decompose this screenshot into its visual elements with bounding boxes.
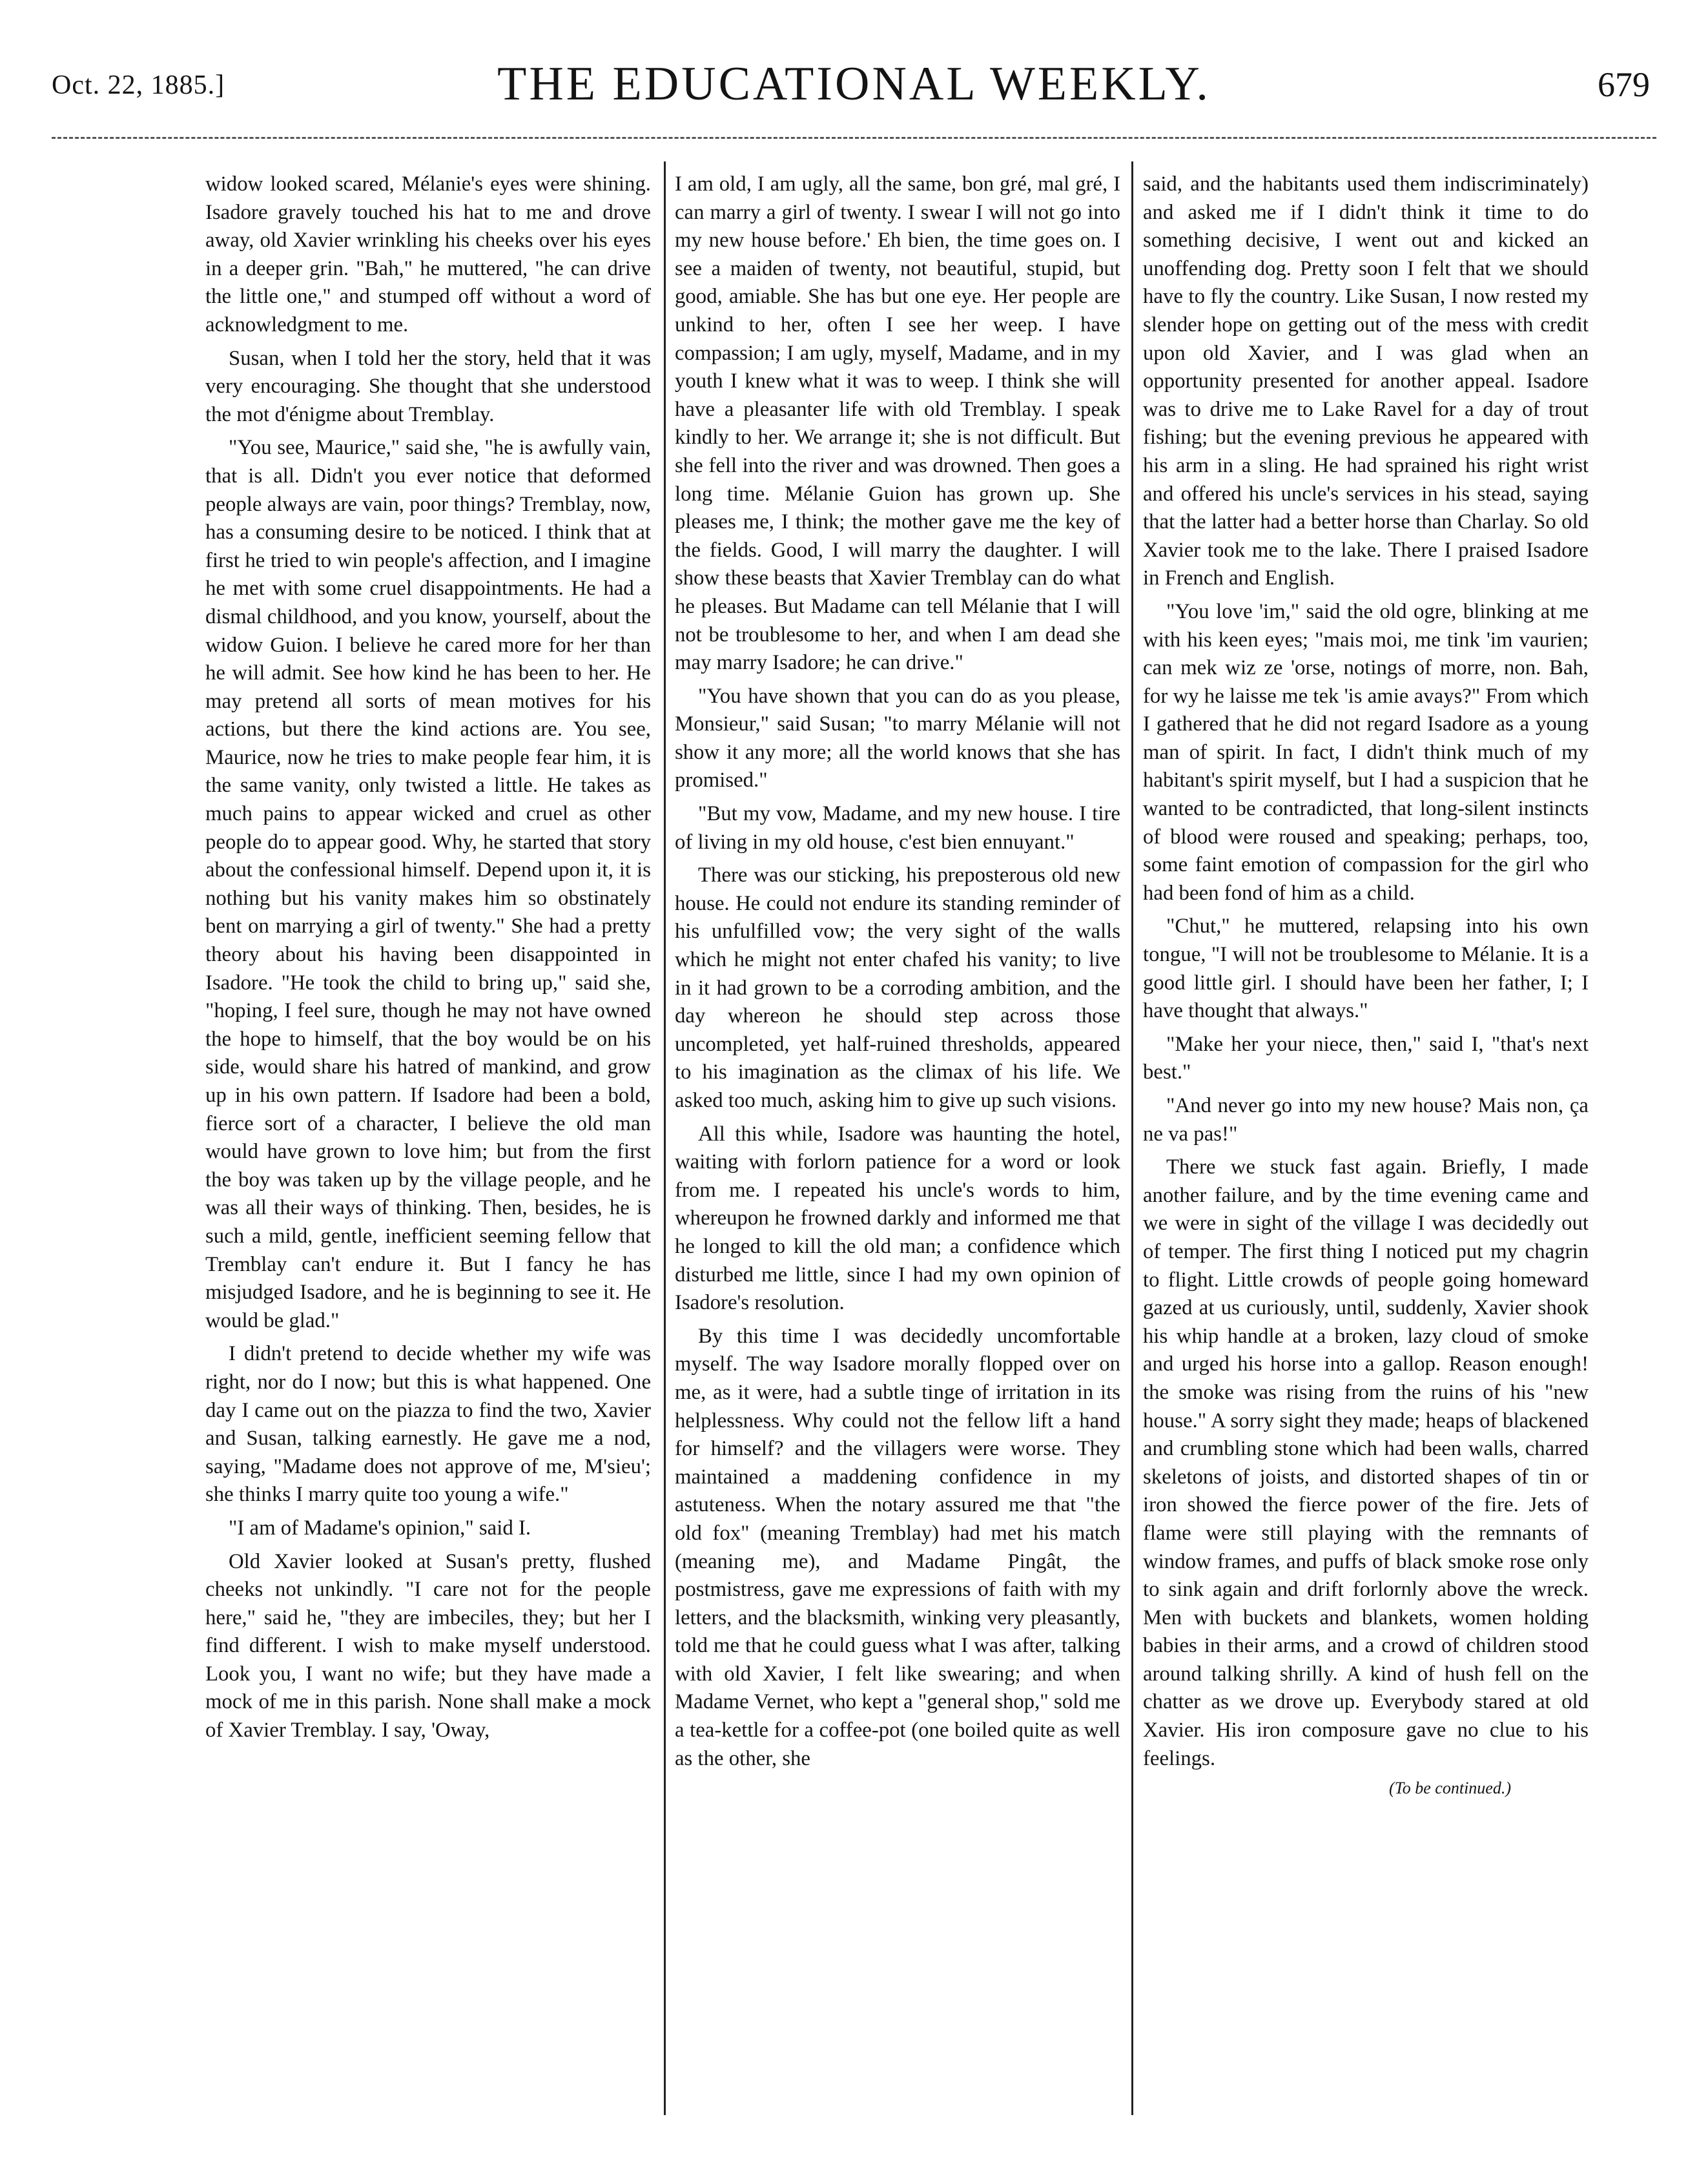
paragraph: said, and the habitants used them indiscriminately) and asked me if I didn't think it time to do something decisive, I went out and kicked an unoffending dog. Pretty soon I felt that we should have to fly the country. Like Susan, I now rested my slender hope on getting out of the mess with credit upon old Xavier, and I was glad when an opportunity presented for another appeal. Isadore was to drive me to Lake Ravel for a day of trout fishing; but the evening previous he appeared with his arm in a sling. He had sprained his right wrist and offered his uncle's services in his stead, saying that the latter had a better horse than Charlay. So old Xavier took me to the lake. There I praised Isadore in French and English. [1143,172,1589,590]
header-rule [52,137,1656,139]
paragraph: "You have shown that you can do as you please, Monsieur," said Susan; "to marry Mélanie will not show it any more; all the world knows that she has promised." [675,684,1120,792]
paragraph: There was our sticking, his preposterous old new house. He could not endure its standing reminder of his unfulfilled vow; the very sight of the walls which he might not enter chafed his vanity; to live in it had grown to be a corroding ambition, and the day whereon he should step across those uncompleted, yet half-ruined thresholds, appeared to his imagination as the climax of his life. We asked too much, asking him to give up such visions. [675,863,1120,1112]
paragraph: "Chut," he muttered, relapsing into his own tongue, "I will not be troublesome to Mélanie. It is a good little girl. I should have been her father, I; I have thought that always." [1143,914,1589,1023]
paragraph: I didn't pretend to decide whether my wife was right, nor do I now; but this is what happened. One day I came out on the piazza to find the two, Xavier and Susan, talking earnestly. He gave me a nod, saying, "Madame does not approve of me, M'sieu'; she thinks I marry quite too young a wife." [205,1342,651,1507]
paragraph: There we stuck fast again. Briefly, I made another failure, and by the time evening came and we were in sight of the village I was decidedly out of temper. The first thing I noticed put my chagrin to flight. Little crowds of people going homeward gazed at us curiously, until, suddenly, Xavier shook his whip handle at a broken, lazy cloud of smoke and urged his horse into a gallop. Reason enough! the smoke was rising from the ruins of his "new house." A sorry sight they made; heaps of blackened and crumbling stone which had been walls, charred skeletons of joists, and distorted shapes of tin or iron showed the fierce power of the fire. Jets of flame were still playing with the remnants of window frames, and puffs of black smoke rose only to sink again and drift forlornly above the wreck. Men with buckets and blankets, women holding babies in their arms, and a crowd of children stood around talking shrilly. A kind of hush fell on the chatter as we drove up. Everybody stared at old Xavier. His iron composure gave no clue to his feelings. [1143,1155,1589,1770]
paragraph: I am old, I am ugly, all the same, bon gré, mal gré, I can marry a girl of twenty. I swear I will not go into my new house before.' Eh bien, the time goes on. I see a maiden of twenty, not beautiful, stupid, but good, amiable. She has but one eye. Her people are unkind to her, often I see her weep. I have compassion; I am ugly, myself, Madame, and in my youth I knew what it was to weep. I think she will have a pleasanter life with old Tremblay. I speak kindly to her. We arrange it; she is not difficult. But she fell into the river and was drowned. Then goes a long time. Mélanie Guion has grown up. She pleases me, I think; the mother gave me the key of the fields. Good, I will marry the daughter. I will show these beasts that Xavier Tremblay can do what he pleases. But Madame can tell Mélanie that I will not be troublesome to her, and when I am dead she may marry Isadore; he can drive." [675,172,1120,675]
paragraph: By this time I was decidedly uncomfortable myself. The way Isadore morally flopped over on me, as it were, had a subtle tinge of irritation in its helplessness. Why could not the fellow lift a hand for himself? and the villagers were worse. They maintained a maddening confidence in my astuteness. When the notary assured me that "the old fox" (meaning Tremblay) had met his match (meaning me), and Madame Pingât, the postmistress, gave me expressions of faith with my letters, and the blacksmith, winking very pleasantly, told me that he could guess what I was after, talking with old Xavier, I felt like swearing; and when Madame Vernet, who kept a "general shop," sold me a tea-kettle for a coffee-pot (one boiled quite as well as the other, she [675,1324,1120,1770]
text-column-2 [675,170,1120,2105]
paragraph: "I am of Madame's opinion," said I. [229,1516,531,1540]
paragraph: "And never go into my new house? Mais non, ça ne va pas!" [1143,1094,1589,1146]
paragraph: "But my vow, Madame, and my new house. I tire of living in my old house, c'est bien ennuyant." [675,802,1120,854]
paragraph: "You see, Maurice," said she, "he is awfully vain, that is all. Didn't you ever notice that deformed people always are vain, poor things? Tremblay, now, has a consuming desire to be noticed. I think that at first he tried to win people's affection, and I imagine he met with some cruel disappointments. He had a dismal childhood, and you know, yourself, about the widow Guion. I believe he cared more for her than he will admit. See how kind he has been to her. He may pretend all sorts of mean motives for his actions, but there the kind actions are. You see, Maurice, now he tries to make people fear him, it is the same vanity, only twisted a little. He takes as much pains to appear wicked and cruel as other people do to appear good. Why, he started that story about the confessional himself. Depend upon it, it is nothing but his vanity makes him so obstinately bent on marrying a girl of twenty." She had a pretty theory about his having been disappointed in Isadore. "He took the child to bring up," said she, "hoping, I feel sure, though he may not have owned the hope to himself, that the boy would be on his side, would share his hatred of mankind, and grow up in his own pattern. If Isadore had been a bold, fierce sort of a character, I believe the old man would have grown to love him; but from the first the boy was taken up by the village people, and he was all their ways of thinking. Then, besides, he is such a mild, gentle, inefficient seeming fellow that Tremblay can't endure it. But I fancy he has misjudged Isadore, and he is beginning to see it. He would be glad." [205,436,651,1332]
to-be-continued-note: (To be continued.) [1389,1779,1511,1798]
page-header [0,0,1708,168]
paragraph: "Make her your niece, then," said I, "that's next best." [1143,1032,1589,1084]
paragraph: All this while, Isadore was haunting the hotel, waiting with forlorn patience for a word or look from me. I repeated his uncle's words to him, whereupon he frowned darkly and informed me that he longed to kill the old man; a confidence which disturbed me little, since I had my own opinion of Isadore's resolution. [675,1122,1120,1315]
publication-title: THE EDUCATIONAL WEEKLY. [497,57,1211,110]
paragraph: "You love 'im," said the old ogre, blinking at me with his keen eyes; "mais moi, me tink 'im vaurien; can mek wiz ze 'orse, notings of morre, non. Bah, for wy he laisse me tek 'is amie avays?" From which I gathered that he did not regard Isadore as a young man of spirit. In fact, I didn't think much of my habitant's spirit myself, but I had a suspicion that he wanted to be contradicted, that long-silent instincts of blood were roused and speaking; perhaps, too, some faint emotion of compassion for the girl who had been fond of him as a child. [1143,599,1589,905]
text-column-1 [205,170,651,2105]
column-divider [664,161,666,2115]
issue-date: Oct. 22, 1885.] [52,70,225,100]
paragraph: Susan, when I told her the story, held that it was very encouraging. She thought that she understood the mot d'énigme about Tremblay. [205,346,651,426]
text-column-3 [1143,170,1589,2105]
page-number: 679 [1598,65,1650,104]
paragraph: Old Xavier looked at Susan's pretty, flushed cheeks not unkindly. "I care not for the people here," said he, "they are imbeciles, they; but her I find different. I wish to make myself understood. Look you, I want no wife; but they have made a mock of me in this parish. None shall make a mock of Xavier Tremblay. I say, 'Oway, [205,1549,651,1742]
column-divider [1131,161,1133,2115]
paragraph: widow looked scared, Mélanie's eyes were shining. Isadore gravely touched his hat to me and drove away, old Xavier wrinkling his cheeks over his eyes in a deeper grin. "Bah," he muttered, "he can drive the little one," and stumped off without a word of acknowledgment to me. [205,172,651,336]
